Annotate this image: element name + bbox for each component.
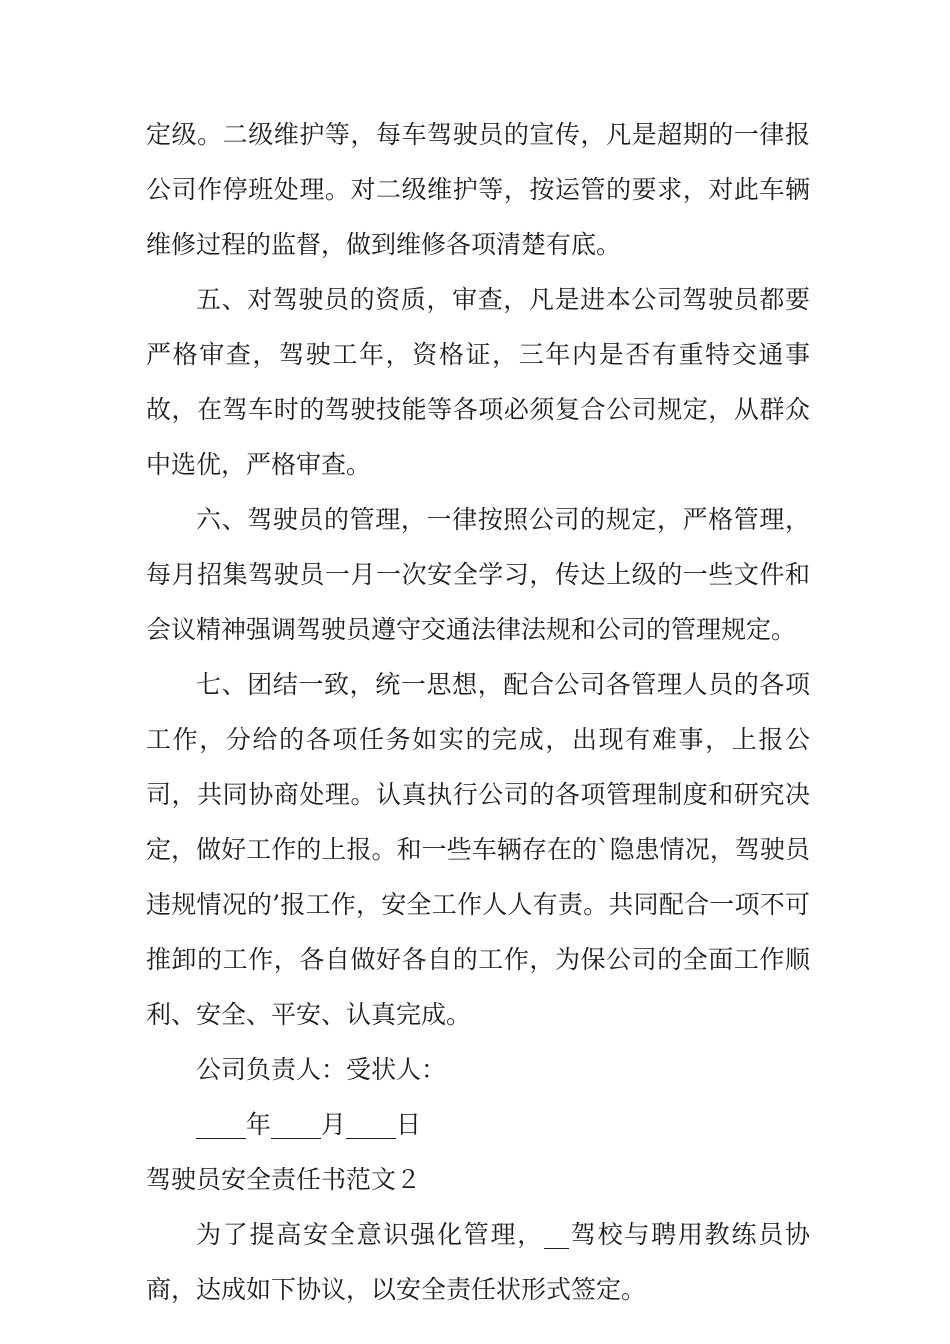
intro-paragraph: 为了提高安全意识强化管理，__驾校与聘用教练员协商，达成如下协议，以安全责任状形式签定。 <box>146 1220 810 1304</box>
section-six: 六、驾驶员的管理，一律按照公司的规定，严格管理，每月招集驾驶员一月一次安全学习，传达上级的一些文件和会议精神强调驾驶员遵守交通法律法规和公司的管理规定。 <box>146 505 810 644</box>
document-page <box>146 107 810 1317</box>
section-heading: 驾驶员安全责任书范文２ <box>146 1165 422 1194</box>
signature-line: 公司负责人：受状人： <box>196 1055 447 1084</box>
section-five: 五、对驾驶员的资质，审查，凡是进本公司驾驶员都要严格审查，驾驶工年，资格证，三年内是否有重特交通事故，在驾车时的驾驶技能等各项必须复合公司规定，从群众中选优，严格审查。 <box>146 285 810 479</box>
section-seven: 七、团结一致，统一思想，配合公司各管理人员的各项工作，分给的各项任务如实的完成，出现有难事，上报公司，共同协商处理。认真执行公司的各项管理制度和研究决定，做好工作的上报。和一些车辆存在的`隐患情况，驾驶员违规情况的’报工作，安全工作人人有责。共同配合一项不可推卸的工作，各自做好各自的工作，为保公司的全面工作顺利、安全、平安、认真完成。 <box>146 670 810 1029</box>
date-line: ____年____月____日 <box>196 1110 422 1139</box>
paragraph-continued: 定级。二级维护等，每车驾驶员的宣传，凡是超期的一律报公司作停班处理。对二级维护等，按运管的要求，对此车辆维修过程的监督，做到维修各项清楚有底。 <box>146 120 810 259</box>
